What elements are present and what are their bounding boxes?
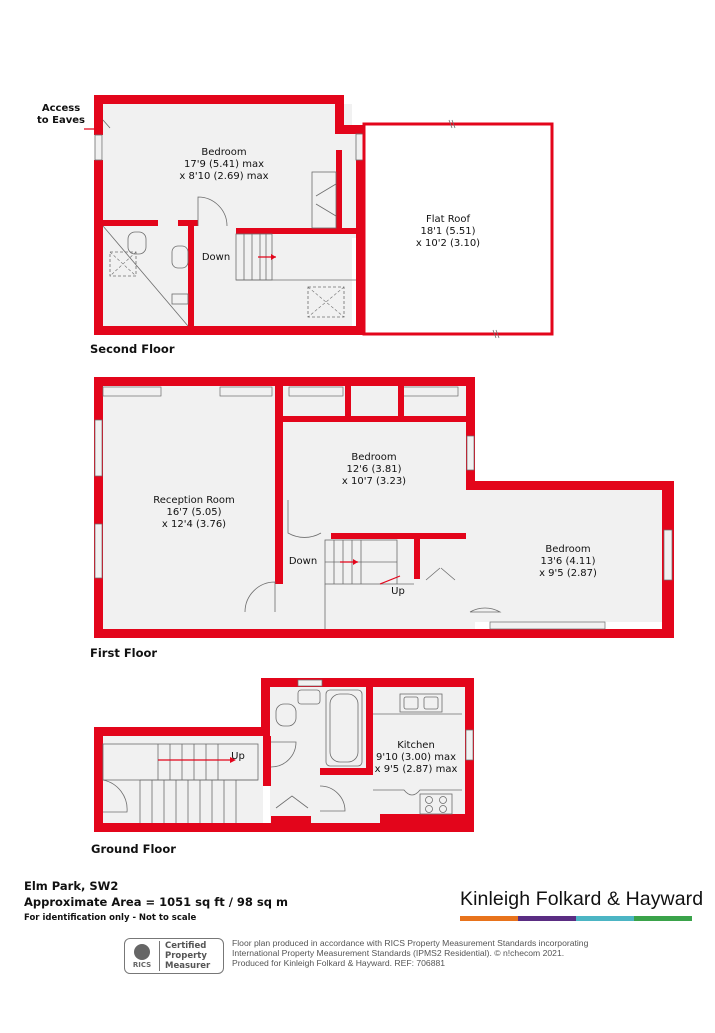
ff-bedroom-right-name: Bedroom <box>545 544 591 555</box>
disclaimer-line1: Floor plan produced in accordance with RICS Property Measurement Standards incorporating <box>232 938 589 948</box>
brand-bar-orange <box>460 916 518 921</box>
certified-line1: Certified <box>165 941 207 951</box>
reception-name: Reception Room <box>153 495 235 506</box>
certified-text <box>159 941 210 971</box>
address: Elm Park, SW2 <box>24 879 119 893</box>
kitchen-dim2: x 9'5 (2.87) max <box>374 764 458 775</box>
rics-logo-text: RICS <box>132 960 152 969</box>
brand-color-bar <box>460 916 692 921</box>
first-floor <box>90 377 674 660</box>
sf-bedroom-dim1: 17'9 (5.41) max <box>183 159 265 170</box>
ff-bedroom-center-dim2: x 10'7 (3.23) <box>341 476 407 487</box>
approx-area: Approximate Area = 1051 sq ft / 98 sq m <box>24 895 288 909</box>
ff-bedroom-right-dim2: x 9'5 (2.87) <box>539 568 597 579</box>
flat-roof-name: Flat Roof <box>425 214 471 225</box>
certified-line3: Measurer <box>165 961 211 971</box>
ff-down-label: Down <box>288 556 318 567</box>
ff-bedroom-right-dim1: 13'6 (4.11) <box>540 556 596 567</box>
reception-dim2: x 12'4 (3.76) <box>161 519 227 530</box>
identification-note: For identification only - Not to scale <box>24 913 197 923</box>
access-eaves-line2: to Eaves <box>37 115 85 126</box>
certified-line2: Property <box>165 951 207 961</box>
sf-down-label: Down <box>201 252 231 263</box>
brand-bar-green <box>634 916 692 921</box>
disclaimer-line2: International Property Measurement Standards (IPMS2 Residential). © n!checom 2021. <box>232 948 565 959</box>
rics-certified-badge <box>124 938 224 974</box>
ground-floor <box>91 678 474 856</box>
ground-floor-label: Ground Floor <box>91 842 176 856</box>
sf-bedroom-dim2: x 8'10 (2.69) max <box>179 171 269 182</box>
second-floor <box>37 95 552 356</box>
property-info <box>24 879 288 923</box>
second-floor-label: Second Floor <box>90 342 175 356</box>
sf-bedroom-name: Bedroom <box>201 147 247 158</box>
rics-logo-icon <box>125 939 159 973</box>
gf-up-label: Up <box>231 751 245 762</box>
access-eaves-line1: Access <box>41 103 81 114</box>
brand-bar-purple <box>518 916 576 921</box>
flat-roof-dim1: 18'1 (5.51) <box>420 226 476 237</box>
first-floor-label: First Floor <box>90 646 158 660</box>
brand-bar-teal <box>576 916 634 921</box>
flat-roof-dim2: x 10'2 (3.10) <box>415 238 481 249</box>
kitchen-name: Kitchen <box>397 740 435 751</box>
disclaimer-line3: Produced for Kinleigh Folkard & Hayward. REF: 706881 <box>232 958 446 969</box>
ff-bedroom-center-dim1: 12'6 (3.81) <box>346 464 402 475</box>
ff-up-label: Up <box>391 586 405 597</box>
kitchen-dim1: 9'10 (3.00) max <box>375 752 457 763</box>
disclaimer <box>232 938 602 969</box>
brand-name: Kinleigh Folkard & Hayward <box>460 888 704 910</box>
reception-dim1: 16'7 (5.05) <box>166 507 222 518</box>
ff-bedroom-center-name: Bedroom <box>351 452 397 463</box>
